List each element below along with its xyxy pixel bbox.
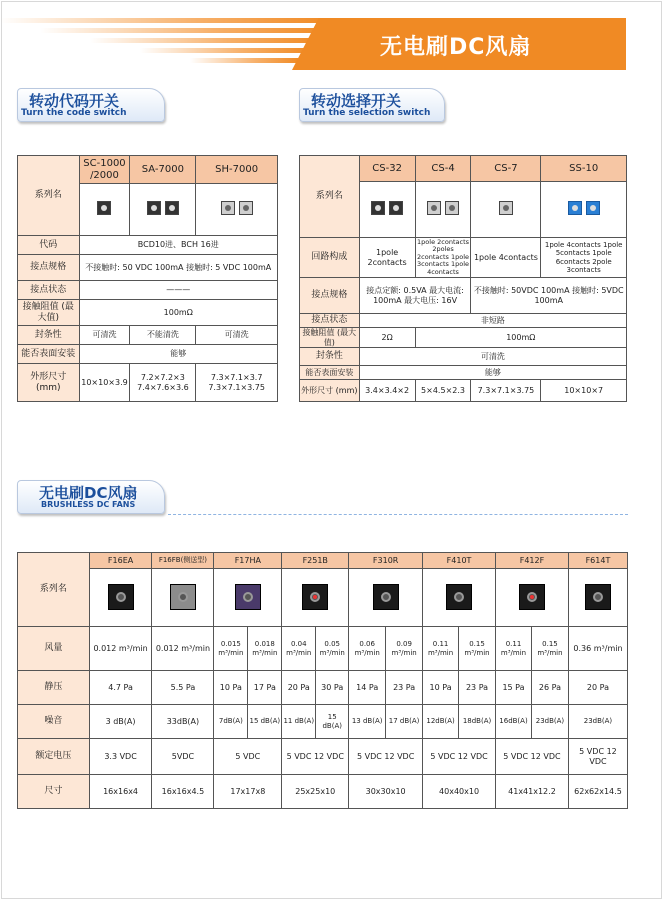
fan-photo	[170, 584, 196, 610]
cell	[152, 627, 214, 671]
models-label: 系列名	[18, 156, 80, 236]
cell: 接点定额: 0.5VA 最大电流: 100mA 最大电压: 16V	[359, 278, 471, 314]
switch-photo	[499, 201, 513, 215]
cell: 1pole 2contacts	[359, 238, 415, 278]
selection-switch-table	[299, 155, 627, 402]
cell: 10 Pa	[214, 671, 248, 705]
cell: 可清洗	[79, 326, 130, 345]
airflow-value: 0.012	[155, 643, 179, 653]
cell: 1pole 4contacts	[471, 238, 541, 278]
product-image	[152, 569, 214, 627]
row-label: 回路构成	[300, 238, 360, 278]
switch-photo	[427, 201, 441, 215]
cell: 17 dB(A)	[386, 705, 423, 739]
cell: 5 VDC	[214, 739, 282, 775]
cell	[496, 627, 532, 671]
heading-cn: 无电刷DC风扇	[39, 484, 138, 502]
product-image	[349, 569, 423, 627]
cell	[531, 627, 568, 671]
airflow-value: 0.36	[573, 643, 592, 653]
cell: 1pole 2contacts 2poles 2contacts 1pole 3contacts 1pole 4contacts	[417, 237, 470, 276]
cell	[386, 627, 423, 671]
switch-photo	[445, 201, 459, 215]
airflow-value: 0.11	[505, 640, 522, 649]
cell: 10×10×7	[541, 380, 627, 402]
fan-photo	[108, 584, 134, 610]
airflow-unit: m³/min	[218, 648, 244, 657]
airflow-unit: m³/min	[537, 648, 563, 657]
airflow-unit: m³/min	[391, 648, 417, 657]
fan-photo	[446, 584, 472, 610]
model-name: SA-7000	[130, 156, 196, 184]
models-label: 系列名	[18, 553, 90, 627]
switch-photo	[568, 201, 582, 215]
airflow-unit: m³/min	[464, 648, 490, 657]
product-image	[541, 182, 627, 238]
banner-stripe	[0, 18, 330, 23]
cell: 41x41x12.2	[496, 775, 569, 809]
row-label: 外形尺寸 (mm)	[18, 364, 80, 402]
row-label: 接点状态	[18, 281, 80, 300]
cell: 10×10×3.9	[79, 364, 130, 402]
fan-photo	[519, 584, 545, 610]
product-image	[130, 184, 196, 236]
airflow-value: 0.15	[469, 640, 485, 649]
row-label: 风量	[18, 627, 90, 671]
row-label: 能否表面安装	[18, 345, 80, 364]
row-label: 接触阻值 (最大值)	[18, 300, 80, 326]
cell	[423, 627, 459, 671]
cell	[282, 627, 316, 671]
cell: 3.4×3.4×2	[359, 380, 415, 402]
product-image	[196, 184, 278, 236]
cell: 23dB(A)	[568, 705, 627, 739]
model-name: F412F	[496, 553, 569, 569]
cell: 5VDC	[152, 739, 214, 775]
banner-stripe	[40, 28, 330, 33]
model-name: F410T	[423, 553, 496, 569]
product-image	[496, 569, 569, 627]
model-name: CS-7	[471, 156, 541, 182]
cell: 4.7 Pa	[89, 671, 152, 705]
banner-stripe	[140, 48, 310, 53]
cell: BCD10进、BCH 16进	[79, 236, 278, 255]
airflow-value: 0.05	[324, 640, 341, 649]
cell	[248, 627, 282, 671]
model-name: SH-7000	[196, 156, 278, 184]
row-label: 接触阻值 (最大值)	[300, 328, 360, 348]
heading-en: Turn the selection switch	[303, 108, 431, 118]
fan-photo	[302, 584, 328, 610]
cell	[459, 627, 496, 671]
cell: 非短路	[359, 314, 626, 328]
cell: 12dB(A)	[423, 705, 459, 739]
fan-photo	[585, 584, 611, 610]
airflow-unit: m³/min	[252, 648, 278, 657]
page-title: 无电刷DC风扇	[380, 35, 532, 60]
airflow-unit: m³/min	[181, 643, 211, 653]
airflow-unit: m³/min	[286, 648, 312, 657]
product-image	[568, 569, 627, 627]
cell: 5×4.5×2.3	[415, 380, 471, 402]
cell: 能够	[359, 366, 626, 380]
cell: ———	[79, 281, 278, 300]
model-name: F251B	[282, 553, 349, 569]
airflow-value: 0.012	[93, 643, 117, 653]
cell	[89, 627, 152, 671]
cell: 30 Pa	[316, 671, 349, 705]
row-label: 额定电压	[18, 739, 90, 775]
row-label: 外形尺寸 (mm)	[300, 380, 360, 402]
banner-stripe	[90, 38, 320, 43]
model-name: CS-4	[415, 156, 471, 182]
fans-heading	[17, 480, 165, 514]
cell	[349, 627, 386, 671]
airflow-value: 0.04	[290, 640, 307, 649]
airflow-value: 0.09	[396, 640, 412, 649]
switch-photo	[165, 201, 179, 215]
top-banner	[0, 18, 663, 70]
heading-cn: 转动代码开关	[29, 92, 120, 110]
model-name: F17HA	[214, 553, 282, 569]
cell: 40x40x10	[423, 775, 496, 809]
switch-photo	[97, 201, 111, 215]
cell: 33dB(A)	[152, 705, 214, 739]
cell: 15 Pa	[496, 671, 532, 705]
cell: 23 Pa	[459, 671, 496, 705]
cell: 25x25x10	[282, 775, 349, 809]
cell: 17x17x8	[214, 775, 282, 809]
airflow-unit: m³/min	[427, 648, 454, 657]
cell: 15 dB(A)	[248, 705, 282, 739]
cell: 13 dB(A)	[349, 705, 386, 739]
cell: 16x16x4	[89, 775, 152, 809]
cell: 5 VDC 12 VDC	[423, 739, 496, 775]
cell: 30x30x10	[349, 775, 423, 809]
cell: 1pole 4contacts 1pole 5contacts 1pole 6contacts 2pole 3contacts	[541, 238, 627, 278]
cell: 不接触时: 50VDC 100mA 接触时: 5VDC 100mA	[471, 278, 627, 314]
cell: 20 Pa	[282, 671, 316, 705]
switch-photo	[147, 201, 161, 215]
switch-photo	[389, 201, 403, 215]
row-label: 接点规格	[300, 278, 360, 314]
switch-photo	[221, 201, 235, 215]
cell: 20 Pa	[568, 671, 627, 705]
code-switch-table	[17, 155, 278, 402]
row-label: 封条性	[300, 348, 360, 366]
cell: 100mΩ	[415, 328, 626, 348]
heading-en: BRUSHLESS DC FANS	[41, 500, 136, 509]
row-label: 静压	[18, 671, 90, 705]
cell: 3 dB(A)	[89, 705, 152, 739]
row-label: 接点规格	[18, 255, 80, 281]
cell: 100mΩ	[79, 300, 278, 326]
cell: 23dB(A)	[531, 705, 568, 739]
cell: 7dB(A)	[214, 705, 248, 739]
product-image	[214, 569, 282, 627]
cell: 10 Pa	[423, 671, 459, 705]
cell: 不接触时: 50 VDC 100mA 接触时: 5 VDC 100mA	[79, 255, 278, 281]
cell: 16x16x4.5	[152, 775, 214, 809]
cell: 可清洗	[359, 348, 626, 366]
fans-table	[17, 552, 628, 809]
cell: 23 Pa	[386, 671, 423, 705]
code-switch-heading	[17, 88, 165, 122]
cell: 2Ω	[359, 328, 415, 348]
product-image	[282, 569, 349, 627]
cell: 3.3 VDC	[89, 739, 152, 775]
fan-photo	[373, 584, 399, 610]
cell: 26 Pa	[531, 671, 568, 705]
cell: 18dB(A)	[459, 705, 496, 739]
selection-switch-heading	[299, 88, 445, 122]
model-name: F16FB(侧送型)	[152, 553, 214, 569]
airflow-unit: m³/min	[354, 648, 380, 657]
row-label: 封条性	[18, 326, 80, 345]
airflow-value: 0.06	[359, 640, 375, 649]
model-name: SS-10	[541, 156, 627, 182]
row-label: 代码	[18, 236, 80, 255]
product-image	[89, 569, 152, 627]
cell: 62x62x14.5	[568, 775, 627, 809]
model-name: CS-32	[359, 156, 415, 182]
cell: 14 Pa	[349, 671, 386, 705]
banner-stripe	[190, 58, 300, 63]
model-name: F614T	[568, 553, 627, 569]
cell: 不能清洗	[130, 326, 196, 345]
cell: 17 Pa	[248, 671, 282, 705]
row-label: 噪音	[18, 705, 90, 739]
product-image	[79, 184, 130, 236]
cell: 15 dB(A)	[316, 705, 349, 739]
model-name: F310R	[349, 553, 423, 569]
cell: 5 VDC 12 VDC	[282, 739, 349, 775]
cell: 可清洗	[196, 326, 278, 345]
airflow-unit: m³/min	[118, 643, 148, 653]
row-label: 接点状态	[300, 314, 360, 328]
airflow-unit: m³/min	[593, 643, 623, 653]
cell: 5 VDC 12 VDC	[349, 739, 423, 775]
heading-cn: 转动选择开关	[311, 92, 402, 110]
airflow-unit: m³/min	[500, 648, 527, 657]
airflow-value: 0.15	[542, 640, 558, 649]
airflow-value: 0.11	[432, 640, 449, 649]
fan-photo	[235, 584, 261, 610]
switch-photo	[586, 201, 600, 215]
model-name: SC-1000 /2000	[79, 156, 130, 184]
cell	[568, 627, 627, 671]
heading-en: Turn the code switch	[21, 108, 127, 118]
row-label: 尺寸	[18, 775, 90, 809]
cell: 7.2×7.2×3 7.4×7.6×3.6	[130, 364, 196, 402]
row-label: 能否表面安装	[300, 366, 360, 380]
model-name: F16EA	[89, 553, 152, 569]
cell: 11 dB(A)	[282, 705, 316, 739]
section-divider	[168, 514, 628, 515]
cell	[214, 627, 248, 671]
airflow-value: 0.018	[254, 640, 275, 649]
product-image	[471, 182, 541, 238]
cell: 5 VDC 12 VDC	[568, 739, 627, 775]
cell: 7.3×7.1×3.7 7.3×7.1×3.75	[196, 364, 278, 402]
airflow-unit: m³/min	[319, 648, 345, 657]
cell: 5.5 Pa	[152, 671, 214, 705]
switch-photo	[371, 201, 385, 215]
product-image	[423, 569, 496, 627]
cell: 5 VDC 12 VDC	[496, 739, 569, 775]
models-label: 系列名	[300, 156, 360, 238]
cell: 7.3×7.1×3.75	[471, 380, 541, 402]
airflow-value: 0.015	[220, 640, 241, 649]
cell: 16dB(A)	[496, 705, 532, 739]
cell	[316, 627, 349, 671]
switch-photo	[239, 201, 253, 215]
cell: 能够	[79, 345, 278, 364]
product-image	[415, 182, 471, 238]
product-image	[359, 182, 415, 238]
